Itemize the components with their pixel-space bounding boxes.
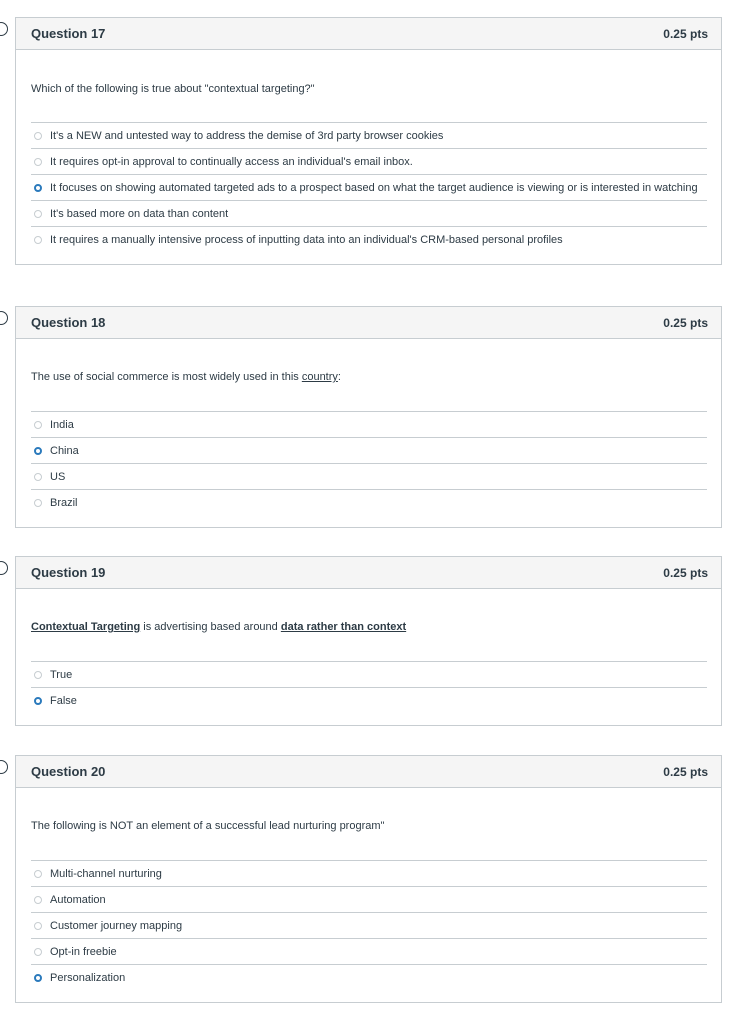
answer-label: Multi-channel nurturing <box>50 868 162 880</box>
question-emphasis: data rather than context <box>280 621 407 633</box>
answer-option[interactable] <box>31 122 707 148</box>
answer-label: China <box>50 445 79 457</box>
answer-option-selected[interactable] <box>31 687 707 713</box>
question-body <box>16 339 721 527</box>
question-header <box>16 756 721 788</box>
radio-button[interactable] <box>34 948 42 956</box>
radio-button-selected[interactable] <box>34 447 42 455</box>
answer-list <box>31 411 707 527</box>
answer-label: False <box>50 695 77 707</box>
answer-option[interactable] <box>31 148 707 174</box>
question-title: Question 20 <box>31 764 106 779</box>
question-text <box>31 589 707 661</box>
radio-button[interactable] <box>34 158 42 166</box>
answer-label: Automation <box>50 894 106 906</box>
radio-button[interactable] <box>34 421 42 429</box>
answer-label: It focuses on showing automated targeted ads to a prospect based on what the target audience is viewing or is interested in watching <box>50 182 698 194</box>
radio-button[interactable] <box>34 236 42 244</box>
question-title: Question 18 <box>31 315 106 330</box>
answer-option[interactable] <box>31 411 707 437</box>
question-header <box>16 307 721 339</box>
radio-button[interactable] <box>34 499 42 507</box>
question-points: 0.25 pts <box>663 764 708 779</box>
question-points: 0.25 pts <box>663 26 708 41</box>
radio-button[interactable] <box>34 870 42 878</box>
answer-option-selected[interactable] <box>31 437 707 463</box>
radio-button[interactable] <box>34 922 42 930</box>
question-title: Question 17 <box>31 26 106 41</box>
radio-button-selected[interactable] <box>34 184 42 192</box>
answer-option[interactable] <box>31 886 707 912</box>
answer-option-selected[interactable] <box>31 964 707 990</box>
flag-question-icon[interactable] <box>0 760 8 774</box>
question-text <box>31 339 707 411</box>
answer-option[interactable] <box>31 661 707 687</box>
answer-list <box>31 860 707 1002</box>
answer-label: US <box>50 471 66 483</box>
question-text-part: is advertising based around <box>140 621 281 633</box>
answer-label: It's based more on data than content <box>50 208 229 220</box>
flag-question-icon[interactable] <box>0 311 8 325</box>
answer-option-selected[interactable] <box>31 174 707 200</box>
answer-option[interactable] <box>31 938 707 964</box>
answer-option[interactable] <box>31 463 707 489</box>
radio-button[interactable] <box>34 473 42 481</box>
answer-label: Opt-in freebie <box>50 946 117 958</box>
question-points: 0.25 pts <box>663 565 708 580</box>
flag-question-icon[interactable] <box>0 22 8 36</box>
question-18 <box>15 306 722 528</box>
answer-option[interactable] <box>31 912 707 938</box>
answer-option[interactable] <box>31 200 707 226</box>
radio-button[interactable] <box>34 132 42 140</box>
question-title: Question 19 <box>31 565 106 580</box>
question-points: 0.25 pts <box>663 315 708 330</box>
radio-button[interactable] <box>34 210 42 218</box>
answer-label: India <box>50 419 74 431</box>
radio-button[interactable] <box>34 671 42 679</box>
question-term-link: Contextual Targeting <box>31 621 141 633</box>
question-text-part: The use of social commerce is most widely used in this <box>31 371 302 383</box>
radio-button-selected[interactable] <box>34 697 42 705</box>
radio-button-selected[interactable] <box>34 974 42 982</box>
answer-option[interactable] <box>31 860 707 886</box>
answer-list <box>31 122 707 264</box>
answer-label: It requires opt-in approval to continually access an individual's email inbox. <box>50 156 413 168</box>
answer-option[interactable] <box>31 226 707 252</box>
question-header <box>16 557 721 589</box>
answer-list <box>31 661 707 725</box>
question-body <box>16 589 721 725</box>
question-text: The following is NOT an element of a successful lead nurturing program" <box>31 820 385 832</box>
answer-label: True <box>50 669 73 681</box>
question-text-underlined: country <box>301 371 338 383</box>
question-20 <box>15 755 722 1003</box>
question-19 <box>15 556 722 726</box>
answer-label: Personalization <box>50 972 126 984</box>
radio-button[interactable] <box>34 896 42 904</box>
question-17 <box>15 17 722 265</box>
flag-question-icon[interactable] <box>0 561 8 575</box>
question-text-part: : <box>337 371 341 383</box>
question-header <box>16 18 721 50</box>
answer-label: It's a NEW and untested way to address the demise of 3rd party browser cookies <box>50 130 444 142</box>
answer-label: Brazil <box>50 497 78 509</box>
question-text: Which of the following is true about "contextual targeting?" <box>31 83 315 95</box>
question-body <box>16 788 721 1002</box>
question-body <box>16 50 721 264</box>
answer-label: It requires a manually intensive process of inputting data into an individual's CRM-based personal profiles <box>50 234 563 246</box>
answer-label: Customer journey mapping <box>50 920 183 932</box>
answer-option[interactable] <box>31 489 707 515</box>
